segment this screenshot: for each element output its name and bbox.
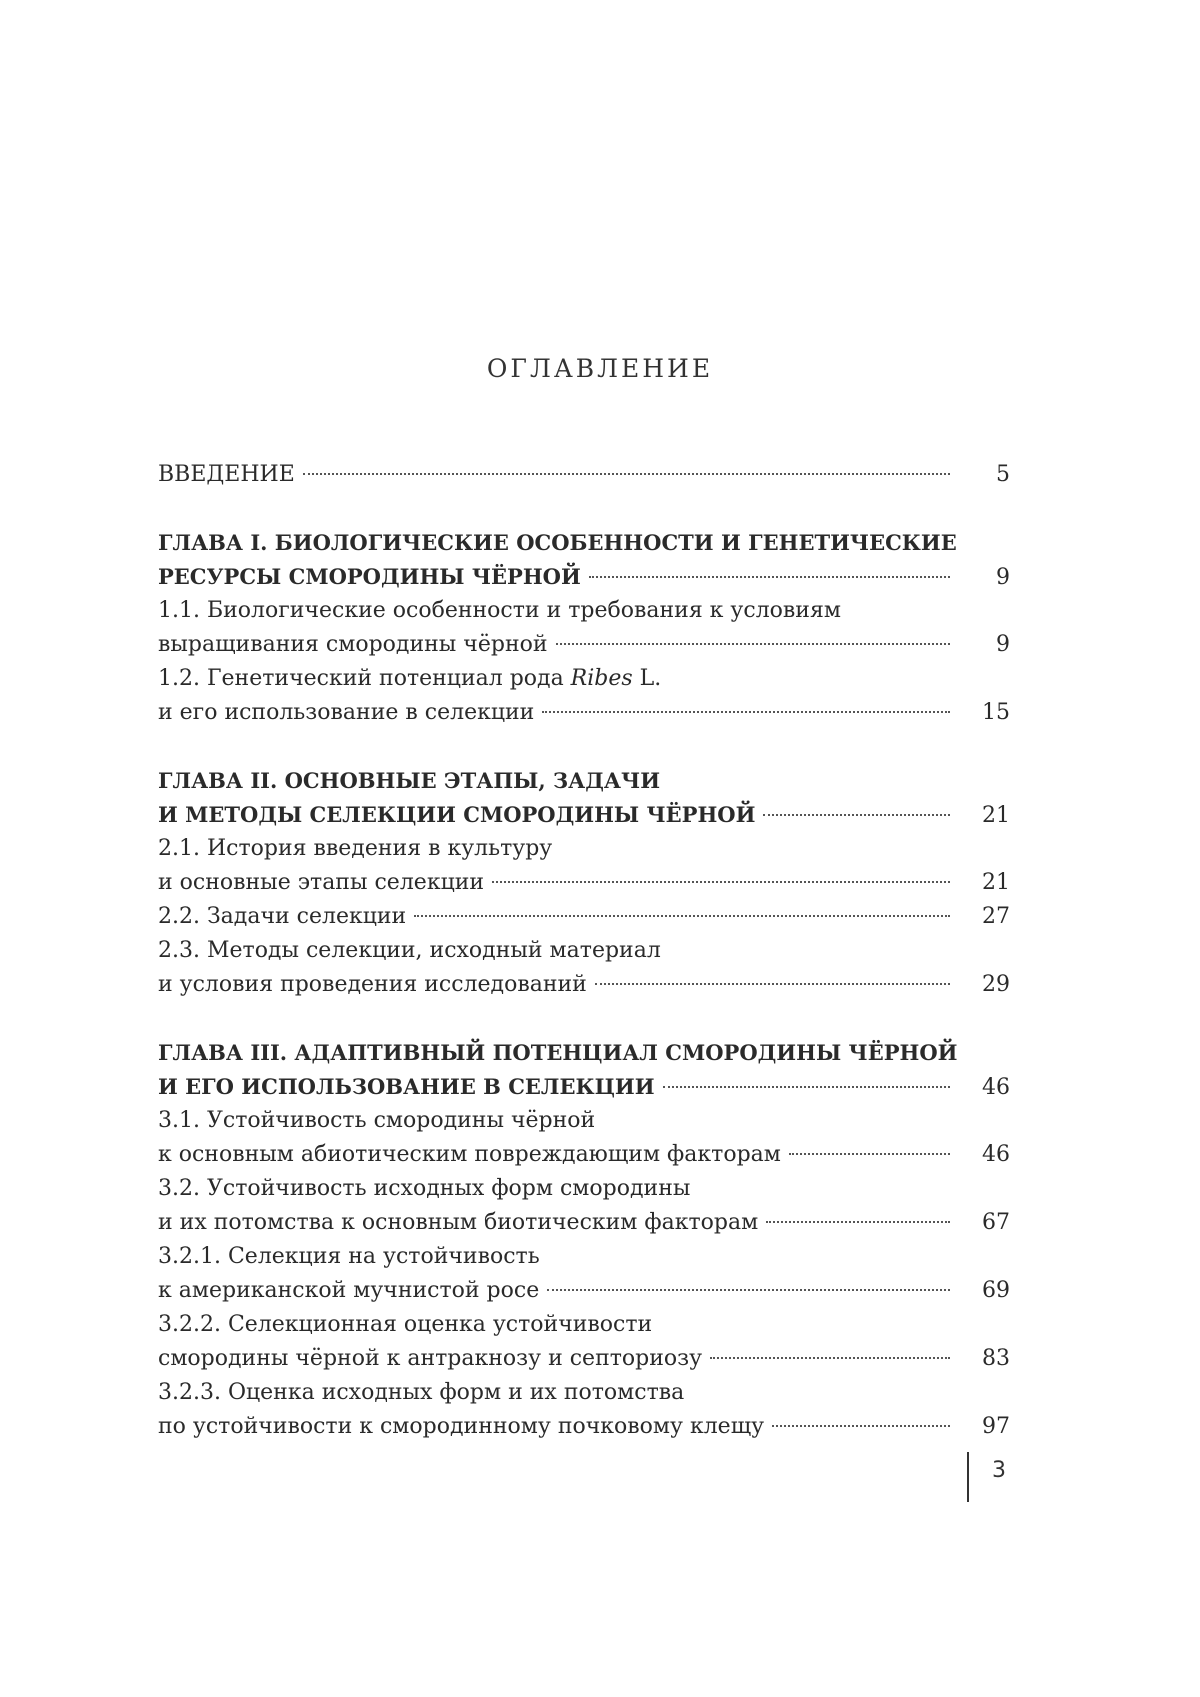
toc-chapter-3-heading-line-1[interactable]	[158, 1036, 1010, 1070]
toc-entry-text: 2.2. Задачи селекции	[158, 904, 407, 929]
toc-entry-text: к американской мучнистой росе	[158, 1278, 540, 1303]
dot-leader	[556, 643, 950, 645]
dot-leader	[663, 1086, 950, 1088]
table-of-contents	[158, 458, 1010, 1444]
toc-entry-text: 1.1. Биологические особенности и требования к условиям	[158, 598, 841, 623]
toc-entry-text: и их потомства к основным биотическим факторам	[158, 1210, 759, 1235]
dot-leader	[763, 814, 950, 816]
toc-entry-text: ГЛАВА III. АДАПТИВНЫЙ ПОТЕНЦИАЛ СМОРОДИНЫ ЧЁРНОЙ	[158, 1040, 958, 1065]
toc-page-number: 83	[982, 1346, 1010, 1371]
toc-chapter-3-heading-line-2[interactable]	[158, 1070, 1010, 1104]
toc-section-3-2-3-line-1[interactable]	[158, 1376, 1010, 1410]
toc-page-number: 29	[982, 972, 1010, 997]
dot-leader	[710, 1357, 950, 1359]
toc-entry-text: выращивания смородины чёрной	[158, 632, 548, 657]
toc-chapter-1-heading-line-2[interactable]	[158, 560, 1010, 594]
toc-entry-text: 3.1. Устойчивость смородины чёрной	[158, 1108, 596, 1133]
dot-leader	[547, 1289, 950, 1291]
toc-entry-text: ВВЕДЕНИЕ	[158, 462, 295, 487]
toc-chapter-1-heading-line-1[interactable]	[158, 526, 1010, 560]
toc-entry-text: смородины чёрной к антракнозу и септориозу	[158, 1346, 703, 1371]
page-number: 3	[992, 1458, 1006, 1483]
toc-section-1-1-line-1[interactable]	[158, 594, 1010, 628]
toc-page-number: 9	[996, 565, 1010, 590]
toc-page-number: 9	[996, 632, 1010, 657]
toc-section-2-1-line-1[interactable]	[158, 832, 1010, 866]
toc-entry-text: И ЕГО ИСПОЛЬЗОВАНИЕ В СЕЛЕКЦИИ	[158, 1074, 655, 1099]
toc-entry-text: И МЕТОДЫ СЕЛЕКЦИИ СМОРОДИНЫ ЧЁРНОЙ	[158, 802, 756, 827]
toc-section-1-2-line-1[interactable]	[158, 662, 1010, 696]
toc-section-3-2-2-line-1[interactable]	[158, 1308, 1010, 1342]
toc-section-2-3-line-1[interactable]	[158, 934, 1010, 968]
dot-leader	[542, 711, 950, 713]
toc-page-number: 69	[982, 1278, 1010, 1303]
toc-entry-text: ГЛАВА I. БИОЛОГИЧЕСКИЕ ОСОБЕННОСТИ И ГЕНЕТИЧЕСКИЕ	[158, 530, 957, 555]
dot-leader	[595, 983, 950, 985]
toc-entry-text: ГЛАВА II. ОСНОВНЫЕ ЭТАПЫ, ЗАДАЧИ	[158, 768, 661, 793]
toc-entry-text: и основные этапы селекции	[158, 870, 485, 895]
toc-section-3-1-line-1[interactable]	[158, 1104, 1010, 1138]
toc-entry-text: 3.2.3. Оценка исходных форм и их потомства	[158, 1380, 685, 1405]
toc-entry-text: по устойчивости к смородинному почковому клещу	[158, 1414, 765, 1439]
toc-entry-text: РЕСУРСЫ СМОРОДИНЫ ЧЁРНОЙ	[158, 564, 581, 589]
toc-section-3-2-3-line-2[interactable]	[158, 1410, 1010, 1444]
toc-page-number: 46	[982, 1075, 1010, 1100]
toc-entry-text: и его использование в селекции	[158, 700, 535, 725]
toc-chapter-2-heading-line-2[interactable]	[158, 798, 1010, 832]
dot-leader	[789, 1153, 950, 1155]
dot-leader	[303, 473, 950, 475]
toc-page-number: 67	[982, 1210, 1010, 1235]
dot-leader	[492, 881, 950, 883]
toc-page-number: 97	[982, 1414, 1010, 1439]
toc-page-number: 21	[982, 803, 1010, 828]
toc-entry-text: 3.2.2. Селекционная оценка устойчивости	[158, 1312, 653, 1337]
dot-leader	[589, 576, 950, 578]
dot-leader	[766, 1221, 950, 1223]
toc-chapter-2-heading-line-1[interactable]	[158, 764, 1010, 798]
toc-page-number: 15	[982, 700, 1010, 725]
toc-entry-text: и условия проведения исследований	[158, 972, 587, 997]
toc-entry-text: 3.2. Устойчивость исходных форм смородины	[158, 1176, 691, 1201]
toc-entry-text: 2.3. Методы селекции, исходный материал	[158, 938, 661, 963]
genus-name-italic: Ribes	[570, 666, 633, 691]
toc-section-3-2-line-2[interactable]	[158, 1206, 1010, 1240]
toc-section-1-2-line-2[interactable]	[158, 696, 1010, 730]
toc-section-3-1-line-2[interactable]	[158, 1138, 1010, 1172]
toc-page-number: 5	[996, 462, 1010, 487]
toc-page-number: 27	[982, 904, 1010, 929]
toc-entry-text: 1.2. Генетический потенциал рода Ribes L.	[158, 666, 662, 691]
toc-section-2-1-line-2[interactable]	[158, 866, 1010, 900]
toc-page-number: 46	[982, 1142, 1010, 1167]
toc-section-3-2-2-line-2[interactable]	[158, 1342, 1010, 1376]
toc-section-1-1-line-2[interactable]	[158, 628, 1010, 662]
dot-leader	[772, 1425, 950, 1427]
toc-section-3-2-1-line-1[interactable]	[158, 1240, 1010, 1274]
toc-entry-text: 3.2.1. Селекция на устойчивость	[158, 1244, 540, 1269]
toc-section-3-2-1-line-2[interactable]	[158, 1274, 1010, 1308]
dot-leader	[414, 915, 950, 917]
toc-section-3-2-line-1[interactable]	[158, 1172, 1010, 1206]
toc-page-number: 21	[982, 870, 1010, 895]
toc-entry-text: 2.1. История введения в культуру	[158, 836, 553, 861]
footer-divider	[967, 1452, 969, 1502]
toc-entry-text: к основным абиотическим повреждающим факторам	[158, 1142, 781, 1167]
page-title: ОГЛАВЛЕНИЕ	[486, 354, 714, 383]
toc-section-2-3-line-2[interactable]	[158, 968, 1010, 1002]
toc-section-2-2[interactable]	[158, 900, 1010, 934]
toc-entry-introduction[interactable]	[158, 458, 1010, 492]
